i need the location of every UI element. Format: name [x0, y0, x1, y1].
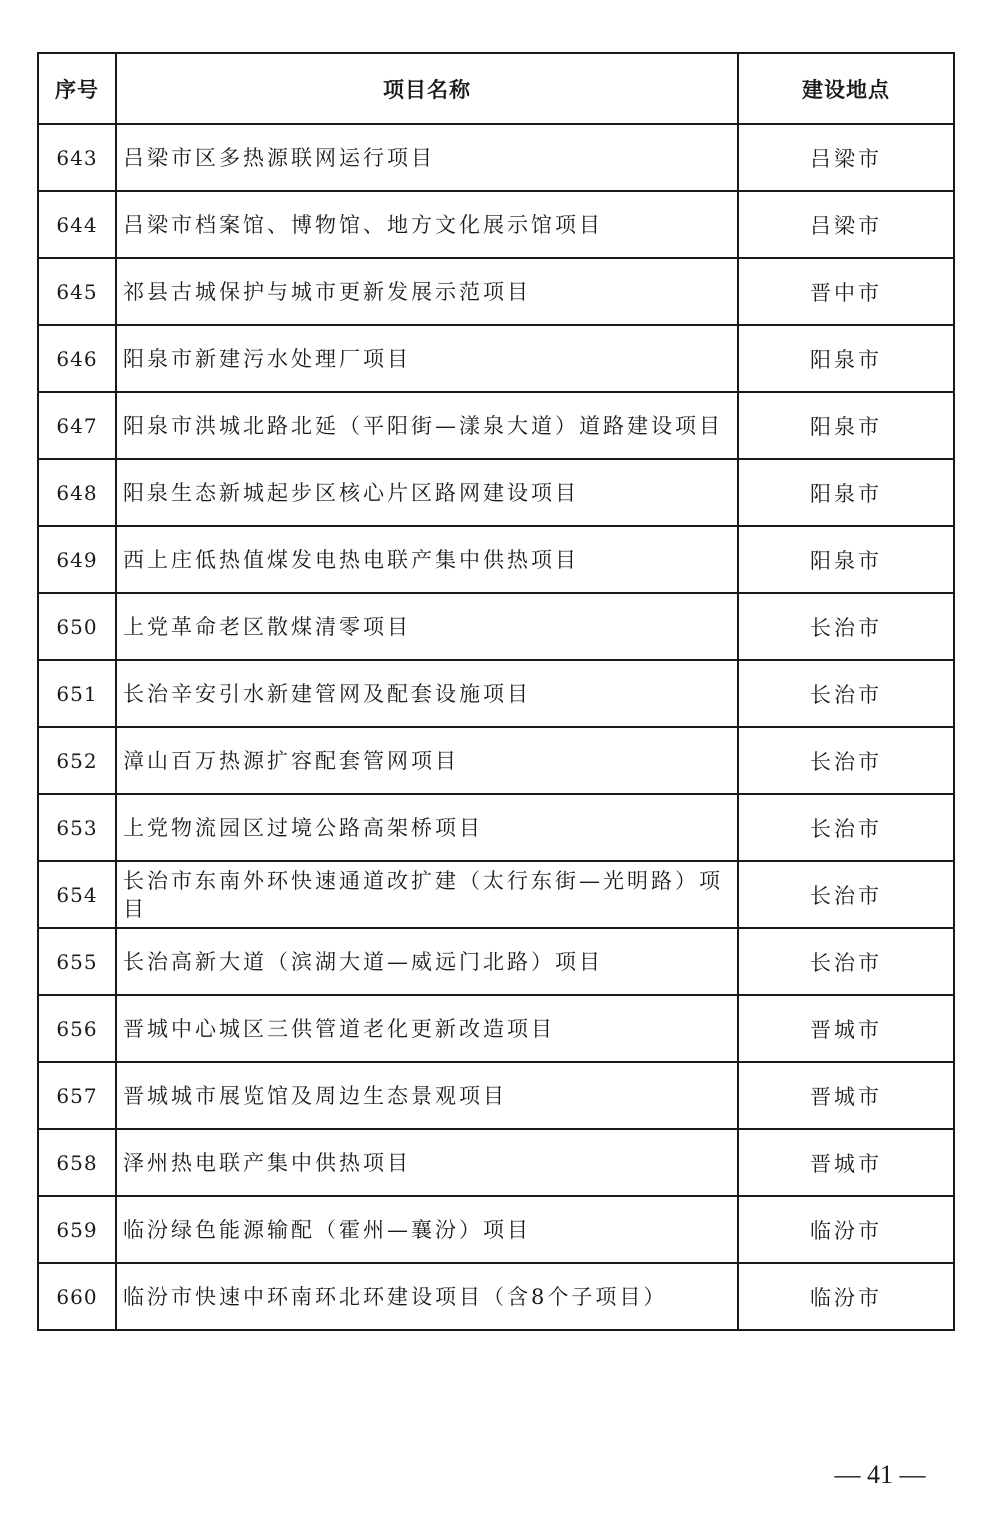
project-name: 长治高新大道（滨湖大道—威远门北路）项目 [116, 928, 738, 995]
table-row [38, 794, 954, 861]
row-number: 647 [38, 392, 116, 459]
project-name: 吕梁市区多热源联网运行项目 [116, 124, 738, 191]
project-name: 泽州热电联产集中供热项目 [116, 1129, 738, 1196]
row-number: 645 [38, 258, 116, 325]
row-number: 643 [38, 124, 116, 191]
row-number: 651 [38, 660, 116, 727]
table-row [38, 1129, 954, 1196]
table-body [38, 124, 954, 1330]
project-name: 晋城中心城区三供管道老化更新改造项目 [116, 995, 738, 1062]
table-row [38, 593, 954, 660]
row-number: 649 [38, 526, 116, 593]
table-row [38, 995, 954, 1062]
row-number: 656 [38, 995, 116, 1062]
row-number: 657 [38, 1062, 116, 1129]
table-row [38, 660, 954, 727]
header-location: 建设地点 [738, 53, 954, 124]
project-name: 祁县古城保护与城市更新发展示范项目 [116, 258, 738, 325]
project-name: 长治辛安引水新建管网及配套设施项目 [116, 660, 738, 727]
project-location: 长治市 [738, 660, 954, 727]
project-name: 长治市东南外环快速通道改扩建（太行东街—光明路）项目 [116, 861, 738, 928]
project-location: 长治市 [738, 928, 954, 995]
project-location: 长治市 [738, 861, 954, 928]
project-location: 阳泉市 [738, 526, 954, 593]
table-row [38, 258, 954, 325]
row-number: 652 [38, 727, 116, 794]
table-row [38, 727, 954, 794]
project-location: 阳泉市 [738, 459, 954, 526]
project-name: 临汾市快速中环南环北环建设项目（含8个子项目） [116, 1263, 738, 1330]
row-number: 655 [38, 928, 116, 995]
project-location: 长治市 [738, 794, 954, 861]
header-name: 项目名称 [116, 53, 738, 124]
project-location: 临汾市 [738, 1263, 954, 1330]
row-number: 654 [38, 861, 116, 928]
row-number: 659 [38, 1196, 116, 1263]
table-row [38, 124, 954, 191]
table-row [38, 1263, 954, 1330]
table-row [38, 928, 954, 995]
table-row [38, 861, 954, 928]
project-name: 吕梁市档案馆、博物馆、地方文化展示馆项目 [116, 191, 738, 258]
table-row [38, 1062, 954, 1129]
project-location: 阳泉市 [738, 392, 954, 459]
project-location: 晋城市 [738, 1129, 954, 1196]
row-number: 660 [38, 1263, 116, 1330]
project-name: 西上庄低热值煤发电热电联产集中供热项目 [116, 526, 738, 593]
project-name: 晋城城市展览馆及周边生态景观项目 [116, 1062, 738, 1129]
project-name: 漳山百万热源扩容配套管网项目 [116, 727, 738, 794]
project-name: 阳泉市洪城北路北延（平阳街—漾泉大道）道路建设项目 [116, 392, 738, 459]
row-number: 646 [38, 325, 116, 392]
header-no: 序号 [38, 53, 116, 124]
table-row [38, 325, 954, 392]
project-name: 上党物流园区过境公路高架桥项目 [116, 794, 738, 861]
table-row [38, 191, 954, 258]
table-header-row [38, 53, 954, 124]
project-location: 吕梁市 [738, 191, 954, 258]
row-number: 644 [38, 191, 116, 258]
table-row [38, 526, 954, 593]
row-number: 648 [38, 459, 116, 526]
project-location: 晋城市 [738, 1062, 954, 1129]
project-name: 临汾绿色能源输配（霍州—襄汾）项目 [116, 1196, 738, 1263]
project-location: 阳泉市 [738, 325, 954, 392]
project-name: 阳泉生态新城起步区核心片区路网建设项目 [116, 459, 738, 526]
row-number: 653 [38, 794, 116, 861]
project-location: 晋中市 [738, 258, 954, 325]
project-location: 晋城市 [738, 995, 954, 1062]
project-table [37, 52, 955, 1331]
table-row [38, 1196, 954, 1263]
project-name: 阳泉市新建污水处理厂项目 [116, 325, 738, 392]
project-location: 吕梁市 [738, 124, 954, 191]
table-row [38, 392, 954, 459]
project-name: 上党革命老区散煤清零项目 [116, 593, 738, 660]
project-location: 临汾市 [738, 1196, 954, 1263]
table-row [38, 459, 954, 526]
project-location: 长治市 [738, 727, 954, 794]
project-location: 长治市 [738, 593, 954, 660]
row-number: 658 [38, 1129, 116, 1196]
row-number: 650 [38, 593, 116, 660]
page-number: — 41 — [834, 1460, 926, 1489]
